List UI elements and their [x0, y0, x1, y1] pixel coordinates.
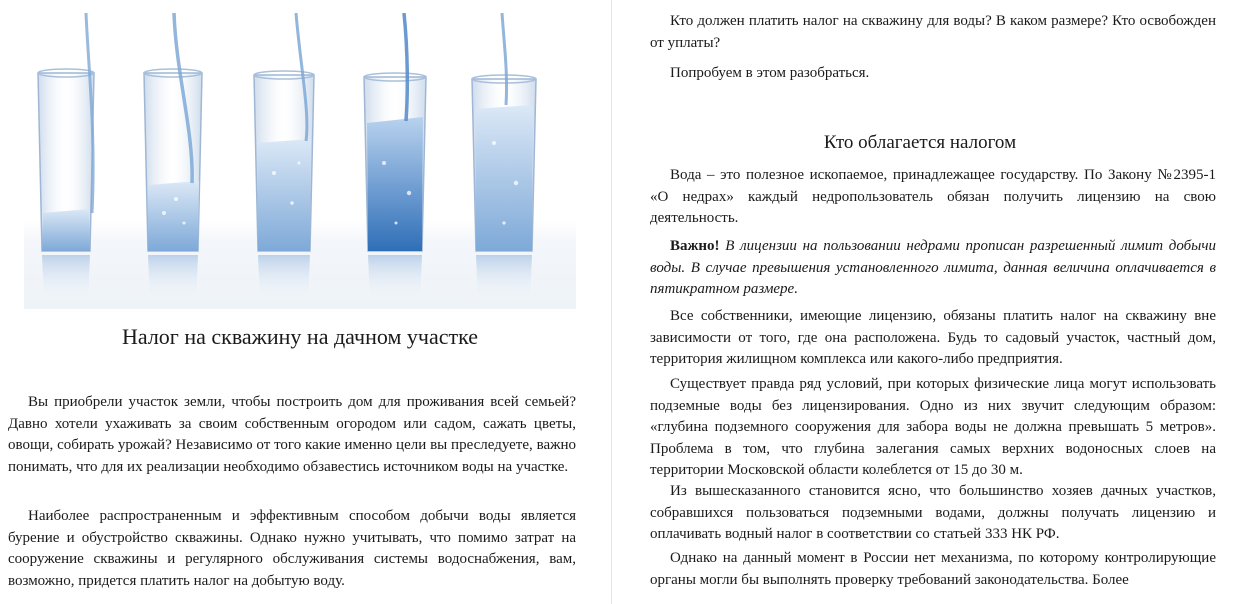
paragraph-all-owners: Все собственники, имеющие лицензию, обязаны платить налог на скважину вне зависимости от того, где она расположена. Будь то садовый участок, частный дом, территория жилищном комплекса или какого-либо предприятия.: [650, 308, 1216, 367]
section-title: Кто облагается налогом: [823, 132, 1017, 153]
important-text: В лицензии на пользовании недрами прописан разрешенный лимит добычи воды. В случае превышения установленного лимита, данная величина оплачивается в пятикратном размере.: [650, 238, 1216, 297]
paragraph-conditions: Существует правда ряд условий, при которых физические лица могут использовать подземные воды без лицензирования. Одно из них звучит следующим образом: «глубина подземного сооружения для забора воды не должна превышать 5 метров». Проблема в том, что глубина залегания самых верхних водоносных слоев на территории Московской области колеблется от 15 до 30 м.: [650, 376, 1216, 478]
water-bubbles: [162, 141, 518, 225]
right-page: [614, 0, 1236, 604]
paragraph-conclusion: Из вышесказанного становится ясно, что большинство хозяев дачных участков, собравшихся пользоваться подземными водами, должны получать лицензию и оплачивать водный налог в соответствии со статьей 333 НК РФ.: [650, 483, 1216, 542]
paragraph-well-drilling: Наиболее распространенным и эффективным способом добычи воды является бурение и обустройство скважины. Однако нужно учитывать, что помимо затрат на сооружение скважины и регулярного обслуживания системы водоснабжения, вам, возможно, придется платить налог на добытую воду.: [8, 508, 576, 589]
water-glasses-illustration: [24, 13, 576, 309]
glass-4: [364, 13, 426, 303]
water-glasses-photo: [24, 13, 576, 309]
paragraph-water-mineral: Вода – это полезное ископаемое, принадлежащее государству. По Закону №2395-1 «О недрах» каждый недропользователь обязан получить лицензию на свою деятельность.: [650, 167, 1216, 226]
page-divider: [611, 0, 612, 604]
paragraph-lets-figure-out: Попробуем в этом разобраться.: [670, 65, 870, 81]
glass-3: [254, 13, 314, 303]
article-title: Налог на скважину на дачном участке: [121, 324, 479, 349]
paragraph-no-mechanism: Однако на данный момент в России нет механизма, по которому контролирующие органы могли бы выполнять проверку требований законодательства. Более: [650, 550, 1216, 588]
paragraph-intro: Вы приобрели участок земли, чтобы построить дом для проживания всей семьей? Давно хотели ухаживать за своим собственным огородом или садом, сажать цветы, овощи, собирать урожай? Независимо от того какие именно цели вы преследуете, важно понимать, что для их реализации необходимо обзавестись источником воды на участке.: [8, 394, 576, 475]
paragraph-questions: Кто должен платить налог на скважину для воды? В каком размере? Кто освобожден от уплаты?: [650, 13, 1216, 51]
glass-2: [144, 13, 202, 303]
paragraph-important: [650, 236, 1216, 301]
glass-5: [472, 13, 536, 303]
left-page: [0, 0, 612, 604]
important-label: Важно!: [670, 238, 720, 254]
glass-1: [38, 13, 94, 303]
